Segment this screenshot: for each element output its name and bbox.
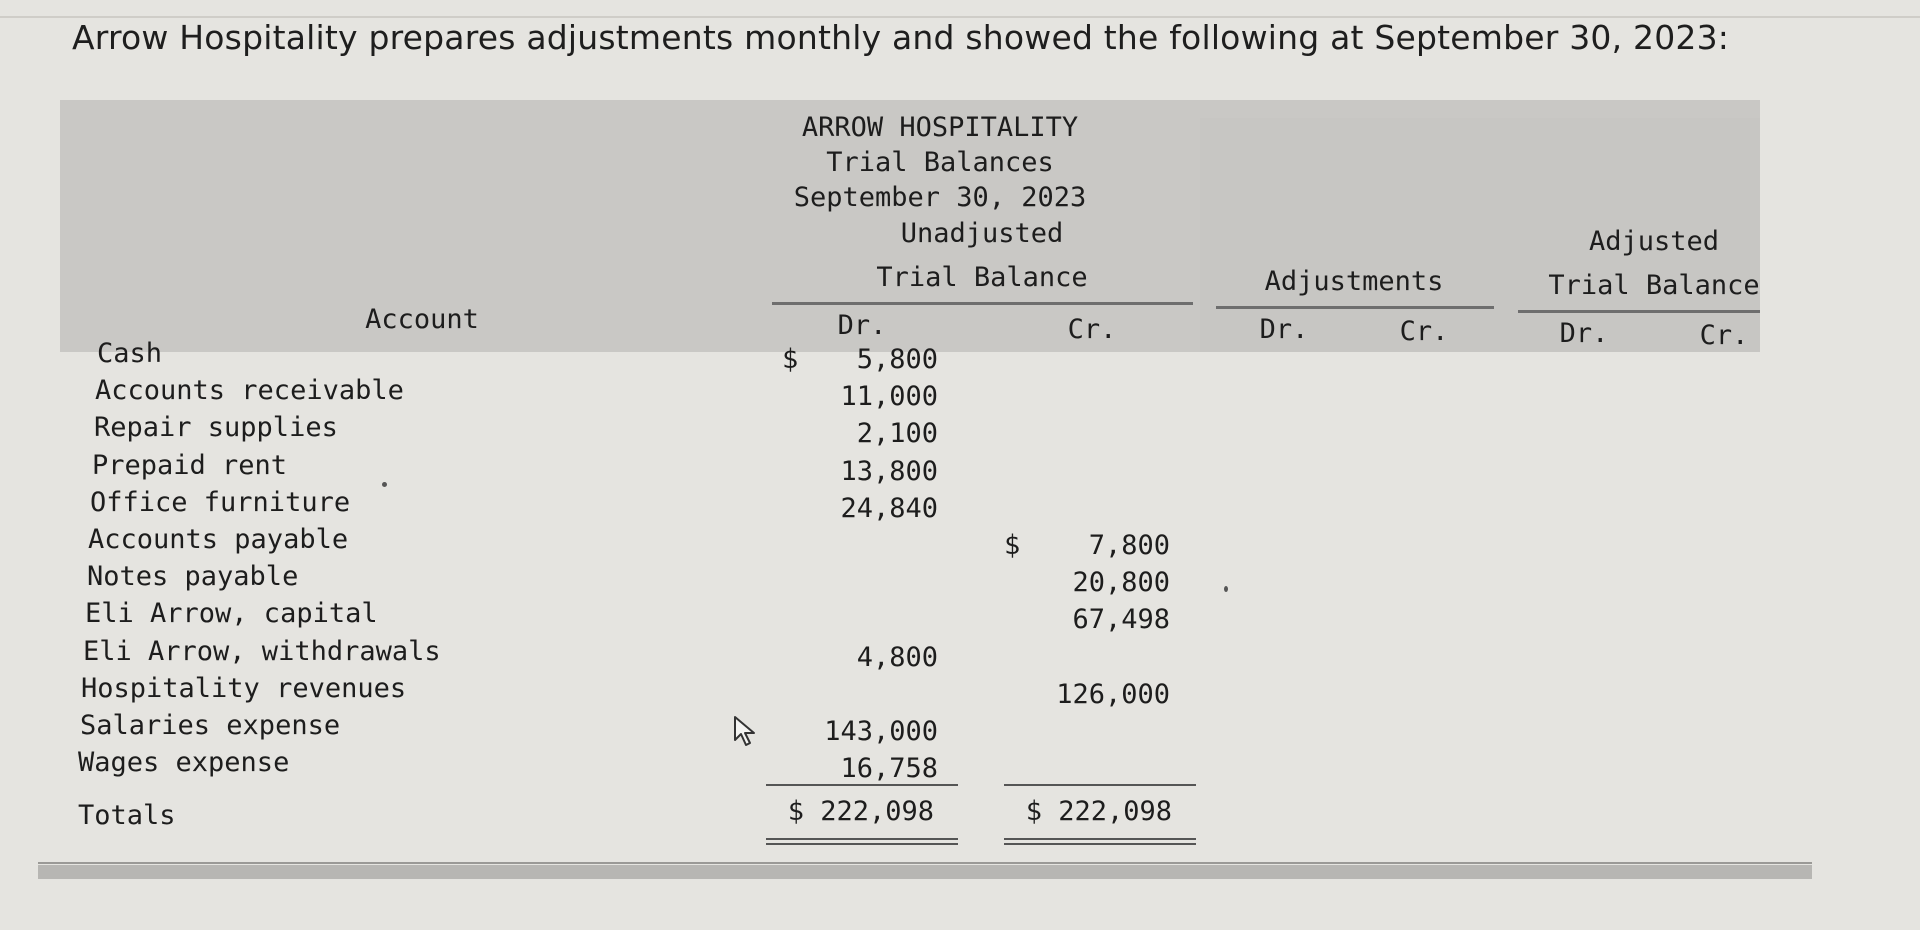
problem-intro-text: Arrow Hospitality prepares adjustments monthly and showed the following at September 30, 2023: xyxy=(72,18,1730,57)
unadjusted-cr-amount: 7,800 xyxy=(1088,530,1170,561)
account-name: Accounts receivable xyxy=(95,375,404,406)
unadjusted-dr-amount: 4,800 xyxy=(856,642,938,673)
account-column-header: Account xyxy=(365,304,479,335)
account-name: Repair supplies xyxy=(94,412,338,443)
unadjusted-dr-amount: 5,800 xyxy=(856,344,938,375)
adjusted-header-rule xyxy=(1518,310,1760,313)
cr-total-top-rule xyxy=(1004,784,1196,786)
adjusted-header-line2: Trial Balance xyxy=(1548,270,1760,301)
unadjusted-dr-amount: 13,800 xyxy=(840,456,938,487)
cr-total: $ 222,098 xyxy=(1025,796,1172,827)
cr-currency-sign: $ xyxy=(1004,530,1021,561)
unadjusted-cr-amount: 126,000 xyxy=(1056,679,1170,710)
company-name: ARROW HOSPITALITY xyxy=(801,112,1079,143)
adjustments-header: Adjustments xyxy=(1264,266,1444,297)
account-name: Salaries expense xyxy=(80,710,341,741)
mouse-pointer-icon xyxy=(732,714,764,750)
dr-total-double-rule-1 xyxy=(766,838,958,840)
unadjusted-header-line2: Trial Balance xyxy=(876,262,1088,293)
unadjusted-dr-amount: 24,840 xyxy=(840,493,938,524)
dr-total-top-rule xyxy=(766,784,958,786)
account-name: Cash xyxy=(97,338,163,369)
account-name: Notes payable xyxy=(87,561,299,592)
screen-speck xyxy=(1224,586,1228,592)
unadjusted-dr-amount: 11,000 xyxy=(840,381,938,412)
unadjusted-dr-amount: 143,000 xyxy=(824,716,938,747)
unadjusted-dr-amount: 16,758 xyxy=(840,753,938,784)
adjusted-cr-header: Cr. xyxy=(1699,320,1749,351)
report-date: September 30, 2023 xyxy=(793,182,1087,213)
account-name: Accounts payable xyxy=(88,524,349,555)
account-name: Eli Arrow, withdrawals xyxy=(83,636,441,667)
account-name: Office furniture xyxy=(90,487,351,518)
unadjusted-header-line1: Unadjusted xyxy=(900,218,1064,249)
adjustments-cr-header: Cr. xyxy=(1399,316,1449,347)
screen-speck xyxy=(382,482,387,487)
account-name: Eli Arrow, capital xyxy=(85,598,378,629)
account-name: Wages expense xyxy=(78,747,290,778)
dr-currency-sign: $ xyxy=(782,344,799,375)
dr-total: $ 222,098 xyxy=(787,796,934,827)
cr-total-double-rule-2 xyxy=(1004,843,1196,845)
dr-total-double-rule-2 xyxy=(766,843,958,845)
adjustments-dr-header: Dr. xyxy=(1259,314,1309,345)
unadjusted-header-rule xyxy=(772,302,1193,305)
horizontal-scrollbar-edge xyxy=(38,862,1812,864)
unadjusted-cr-header: Cr. xyxy=(1067,314,1117,345)
adjusted-dr-header: Dr. xyxy=(1559,318,1609,349)
adjusted-header-line1: Adjusted xyxy=(1588,226,1720,257)
unadjusted-dr-header: Dr. xyxy=(837,310,887,341)
cr-total-double-rule-1 xyxy=(1004,838,1196,840)
horizontal-scrollbar[interactable] xyxy=(38,865,1812,879)
totals-label: Totals xyxy=(78,800,176,831)
unadjusted-cr-amount: 20,800 xyxy=(1072,567,1170,598)
account-name: Prepaid rent xyxy=(92,450,288,481)
unadjusted-cr-amount: 67,498 xyxy=(1072,604,1170,635)
account-name: Hospitality revenues xyxy=(81,673,407,704)
report-title: Trial Balances xyxy=(826,147,1054,178)
adjustments-header-rule xyxy=(1216,306,1494,309)
unadjusted-dr-amount: 2,100 xyxy=(856,418,938,449)
